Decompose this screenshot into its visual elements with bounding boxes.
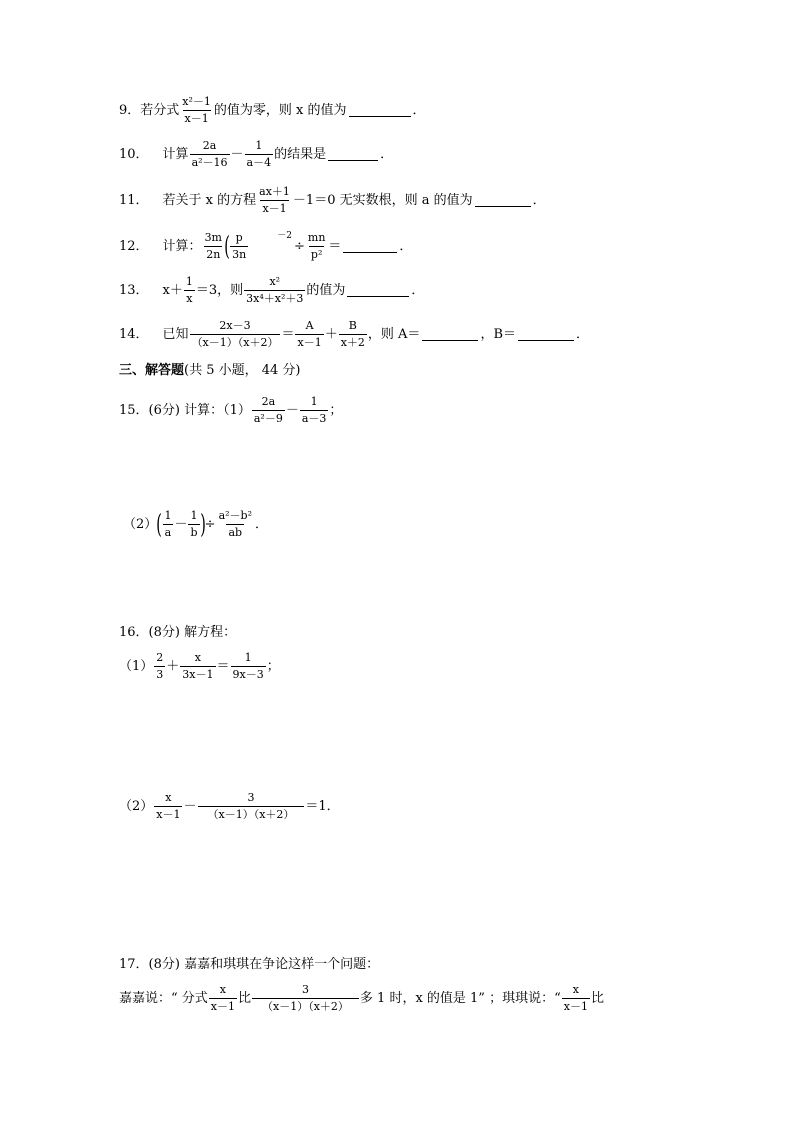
q11-fraction <box>257 186 292 215</box>
q16b-fraction-1 <box>154 792 182 821</box>
q17b-f1-den: x－1 <box>210 1000 235 1014</box>
section-3-title: 三、解答题 <box>119 363 185 378</box>
q10-minus: － <box>230 147 244 163</box>
q15-fraction-1 <box>252 396 285 425</box>
q9-suffix: 的值为零，则 x 的值为 <box>213 103 347 119</box>
q17b-fraction-2 <box>252 984 359 1013</box>
section-3-heading <box>119 364 301 377</box>
q16b-head: （2） <box>119 799 154 815</box>
q15-head: 15．(6分) 计算：（1） <box>119 403 251 419</box>
q15b-a-den: a <box>164 526 172 540</box>
q16a-f3-den: 9x－3 <box>232 668 264 682</box>
q17b-f2-num: 3 <box>301 983 309 996</box>
q10-fraction-2 <box>245 140 274 169</box>
question-16 <box>119 626 236 639</box>
question-17 <box>119 958 379 971</box>
q13-suffix: 的值为 <box>306 283 346 299</box>
q12-fraction-2 <box>306 232 328 261</box>
q16b-fraction-2 <box>198 792 305 821</box>
question-14 <box>119 320 589 349</box>
q12-f2-den: p² <box>310 248 323 262</box>
q16a-f1-num: 2 <box>156 651 164 664</box>
q10-f2-num: 1 <box>255 139 263 152</box>
q17b-fraction-1 <box>209 984 237 1013</box>
q10-prefix: 计算 <box>162 147 189 163</box>
q10-number: 10． <box>119 147 149 163</box>
q16b-f1-num: x <box>165 791 172 804</box>
q11-answer-blank[interactable] <box>475 194 531 207</box>
q11-number: 11． <box>119 193 149 209</box>
q15b-f-num: a²－b² <box>218 509 252 522</box>
q16b-f1-den: x－1 <box>156 808 181 822</box>
question-15-part-2 <box>123 510 268 539</box>
q15b-left-paren: ( <box>156 509 163 540</box>
question-13 <box>119 276 424 305</box>
q11-prefix: 若关于 x 的方程 <box>162 193 257 209</box>
question-15 <box>119 396 342 425</box>
q9-prefix: 若分式 <box>140 103 180 119</box>
q14-f3-den: x＋2 <box>340 336 365 350</box>
q10-end: ． <box>380 147 394 163</box>
q12-left-paren: ( <box>224 231 230 262</box>
q14-f1-num: 2x－3 <box>219 319 251 332</box>
q14-prefix: 已知 <box>162 327 189 343</box>
q15b-div: ÷ <box>204 517 216 533</box>
q9-frac-den: x－1 <box>184 112 209 126</box>
q16b-f2-den: （x－1）（x＋2） <box>198 806 305 821</box>
q11-frac-den: x－1 <box>262 202 287 216</box>
q13-answer-blank[interactable] <box>347 284 409 297</box>
q13-mid: ＝3，则 <box>195 283 244 299</box>
q16b-f2-num: 3 <box>247 791 255 804</box>
q14-fraction-3 <box>339 320 367 349</box>
q16b-minus: － <box>183 799 197 815</box>
q16a-end: ； <box>266 659 280 675</box>
q13-f1-den: x <box>186 292 193 306</box>
q16a-fraction-1 <box>154 652 165 681</box>
q15b-fraction-b <box>188 510 199 539</box>
q17b-part-1: 嘉嘉说：“ 分式 <box>119 991 208 1007</box>
q9-fraction <box>180 96 213 125</box>
q10-answer-blank[interactable] <box>328 148 378 161</box>
question-11 <box>119 186 546 215</box>
question-17-line-2 <box>119 984 604 1013</box>
q16a-fraction-2 <box>180 652 215 681</box>
q15b-fraction <box>217 510 254 539</box>
q13-f2-den: 3x⁴＋x²＋3 <box>246 292 304 306</box>
q10-suffix: 的结果是 <box>274 147 327 163</box>
q17b-part-2: 比 <box>237 991 251 1007</box>
q17b-part-4: 比 <box>590 991 604 1007</box>
q13-f2-num: x² <box>269 275 281 288</box>
q12-end: ． <box>399 239 413 255</box>
q14-end: ． <box>576 327 590 343</box>
q14-number: 14． <box>119 327 149 343</box>
q12-eq: ＝ <box>328 239 342 255</box>
q10-f1-num: 2a <box>202 139 217 152</box>
q17b-f2-den: （x－1）（x＋2） <box>252 998 359 1013</box>
q13-fraction-1 <box>184 276 195 305</box>
q13-f1-num: 1 <box>185 275 193 288</box>
q16a-fraction-3 <box>231 652 266 681</box>
q14-fraction-1 <box>190 320 281 349</box>
q15b-head: （2） <box>123 517 158 533</box>
q11-end: ． <box>532 193 546 209</box>
q17b-fraction-3 <box>562 984 590 1013</box>
q12-f1-num: 3m <box>204 231 222 244</box>
q17b-f1-num: x <box>219 983 226 996</box>
q17-head: 17．(8分) 嘉嘉和琪琪在争论这样一个问题： <box>119 957 380 972</box>
q12-f1-den: 2n <box>206 248 221 262</box>
q12-p-den: 3n <box>232 248 247 262</box>
q14-answer-blank-a[interactable] <box>422 328 478 341</box>
q13-number: 13． <box>119 283 149 299</box>
q13-fraction-2 <box>244 276 305 305</box>
q13-x: x＋ <box>162 283 183 299</box>
q12-f2-num: mn <box>307 231 326 244</box>
q9-answer-blank[interactable] <box>349 104 411 117</box>
q14-mid: ，则 A＝ <box>367 327 421 343</box>
q9-end: ． <box>412 103 426 119</box>
section-3-rest: (共 5 小题， 44 分) <box>184 363 301 378</box>
q9-frac-num: x²－1 <box>182 95 211 108</box>
q10-f1-den: a²－16 <box>191 156 228 170</box>
q16a-head: （1） <box>119 659 154 675</box>
q14-mid2: ，B＝ <box>480 327 516 343</box>
q12-prefix: 计算： <box>162 239 202 255</box>
q14-answer-blank-b[interactable] <box>518 328 574 341</box>
q17b-part-3: 多 1 时，x 的值是 1” ；琪琪说：“ <box>359 991 561 1007</box>
q13-end: ． <box>411 283 425 299</box>
q16a-f3-num: 1 <box>244 651 252 664</box>
q15b-b-num: 1 <box>190 509 198 522</box>
q15b-fraction-a <box>162 510 173 539</box>
q15b-a-num: 1 <box>164 509 172 522</box>
q15-f2-den: a－3 <box>301 412 327 426</box>
question-16-part-2 <box>119 792 340 821</box>
q15-f1-num: 2a <box>261 395 276 408</box>
question-10 <box>119 140 393 169</box>
q12-number: 12． <box>119 239 149 255</box>
q12-fraction-1 <box>203 232 224 261</box>
q16-head: 16．(8分) 解方程： <box>119 625 237 640</box>
q14-fraction-2 <box>295 320 323 349</box>
q12-exponent: －2 <box>277 231 292 242</box>
question-12 <box>119 232 412 261</box>
question-9 <box>119 96 426 125</box>
q11-frac-num: ax＋1 <box>259 185 290 198</box>
q14-f3-num: B <box>348 319 357 332</box>
question-16-part-1 <box>119 652 280 681</box>
q16b-end: ＝1． <box>305 799 340 815</box>
q14-f2-den: x－1 <box>297 336 322 350</box>
q15b-b-den: b <box>190 526 198 540</box>
q12-fraction-p <box>230 232 248 261</box>
q12-answer-blank[interactable] <box>343 240 397 253</box>
q12-p-num: p <box>235 231 243 244</box>
q16a-f2-num: x <box>194 651 201 664</box>
q15-end: ； <box>329 403 343 419</box>
q15-fraction-2 <box>300 396 329 425</box>
q14-f2-num: A <box>305 319 314 332</box>
q10-fraction-1 <box>190 140 230 169</box>
q11-suffix: －1＝0 无实数根，则 a 的值为 <box>292 193 473 209</box>
q15b-f-den: ab <box>228 526 243 540</box>
q16a-plus: ＋ <box>166 659 180 675</box>
q14-f1-den: （x－1）（x＋2） <box>191 336 279 350</box>
q15-f1-den: a²－9 <box>253 412 283 426</box>
q15b-minus: － <box>174 517 188 533</box>
q12-div: ÷ <box>293 239 305 255</box>
q15-f2-num: 1 <box>310 395 318 408</box>
q15b-end: ． <box>254 517 268 533</box>
q16a-eq: ＝ <box>216 659 230 675</box>
q15-minus: － <box>285 403 299 419</box>
q17b-f3-num: x <box>572 983 579 996</box>
q16a-f1-den: 3 <box>156 668 164 682</box>
q14-plus: ＋ <box>324 327 338 343</box>
q17b-f3-den: x－1 <box>563 1000 588 1014</box>
q10-f2-den: a－4 <box>246 156 272 170</box>
q9-number: 9． <box>119 103 141 119</box>
q15b-right-paren: ) <box>199 509 206 540</box>
q14-eq: ＝ <box>281 327 295 343</box>
q16a-f2-den: 3x－1 <box>182 668 214 682</box>
